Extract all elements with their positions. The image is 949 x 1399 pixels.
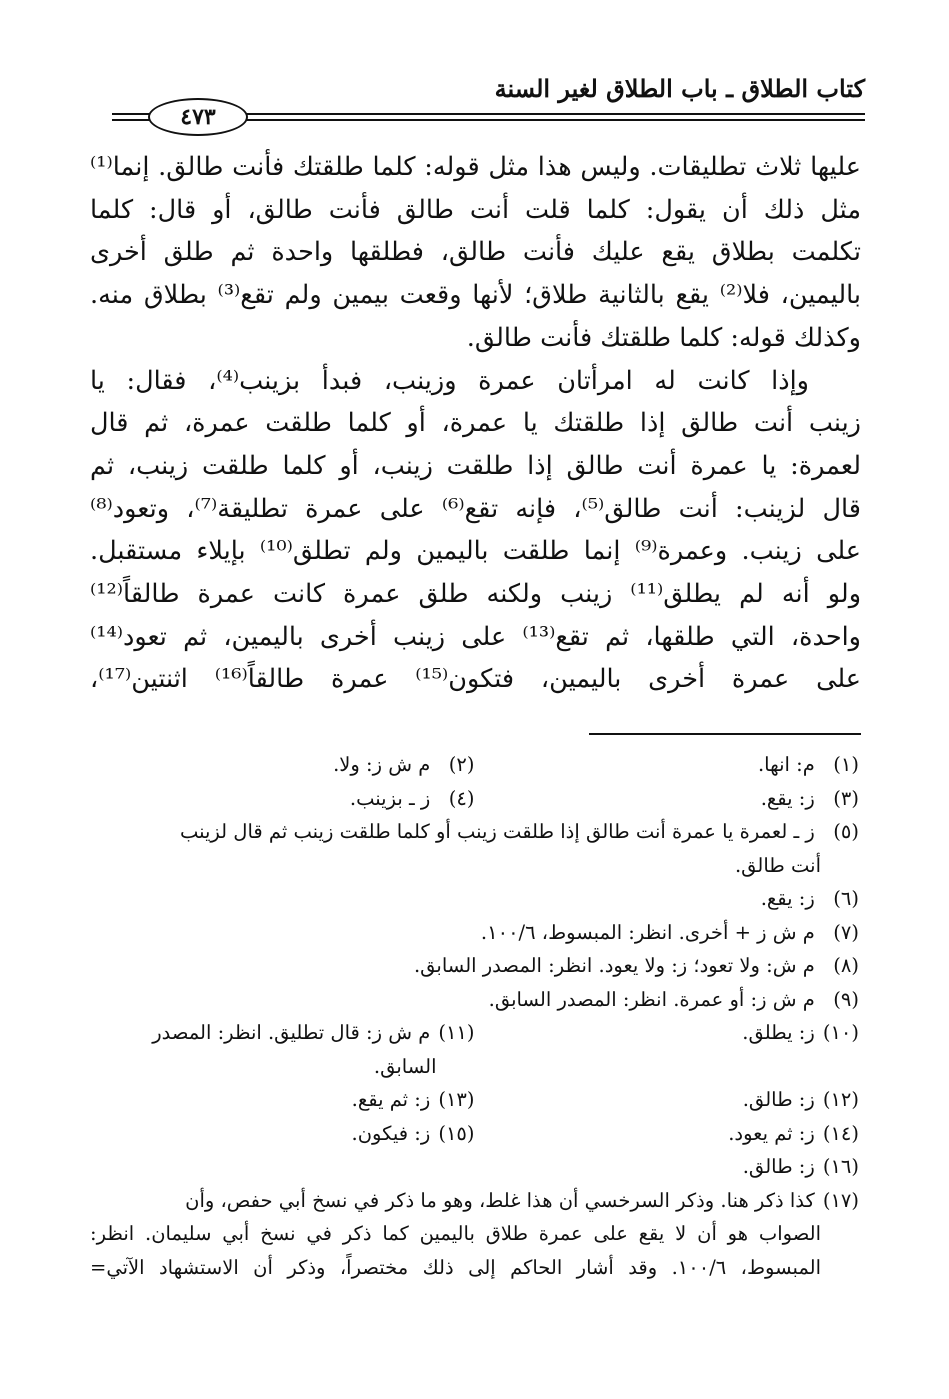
footnote-text: ز: يطلق. [742, 1021, 815, 1044]
footnote-text: ز: يقع. [760, 887, 815, 910]
footnote-separator [589, 733, 861, 735]
footnote-12 [475, 1083, 860, 1117]
footnote-text: م ش ز: أو عمرة. انظر: المصدر السابق. [488, 987, 815, 1011]
text-line: على عمرة أخرى باليمين، فتكون⁽¹⁵⁾ عمرة طالقاً⁽¹⁶⁾ اثنتين⁽¹⁷⁾، [90, 664, 861, 695]
footnote-number: (١٥) [438, 1121, 475, 1145]
footnote-number: (٣) [833, 786, 859, 810]
footnote-4 [90, 782, 475, 816]
footnote-number: (١٠) [822, 1021, 859, 1044]
footnote-number: (٦) [833, 887, 859, 910]
page-number-badge [148, 98, 248, 136]
footnote-1 [475, 748, 860, 782]
footnote-number: (١٢) [822, 1088, 859, 1111]
footnote-text: م ش: ولا تعود؛ ز: ولا يعود. انظر: المصدر السابق. [413, 954, 815, 977]
text-line: واحدة، التي طلقها، ثم تقع⁽¹³⁾ على زينب أخرى باليمين، ثم تعود⁽¹⁴⁾ [90, 621, 862, 652]
footnote-number: (١٤) [822, 1121, 859, 1145]
footnote-text: ز: يقع. [760, 786, 815, 810]
footnote-13 [90, 1083, 475, 1117]
footnote-text: ز: ثم يعود. [728, 1121, 815, 1145]
footnote-8 [90, 949, 859, 983]
footnotes [90, 748, 859, 1284]
footnote-text-continued: الصواب هو أن لا يقع على عمرة طلاق باليمين كما ذكر في نسخ أبي سليمان. انظر: [90, 1222, 821, 1245]
footnote-number: (١) [833, 753, 859, 776]
footnote-number: (١٦) [822, 1155, 859, 1178]
footnote-text: ز ـ بزينب. [349, 786, 431, 810]
footnote-number: (٤) [448, 786, 475, 810]
text-line: عليها ثلاث تطليقات. وليس هذا مثل قوله: كلما طلقتك فأنت طالق. إنما⁽¹⁾ [90, 152, 861, 182]
footnote-text-continued: المبسوط، ١٠٠/٦. وقد أشار الحاكم إلى ذلك مختصراً، وذكر أن الاستشهاد الآتي= [90, 1255, 821, 1279]
footnote-text: ز: طالق. [742, 1155, 815, 1178]
footnote-text-continued: أنت طالق. [734, 853, 821, 877]
text-line: وكذلك قوله: كلما طلقتك فأنت طالق. [466, 322, 861, 353]
footnote-row [90, 748, 859, 782]
footnote-number: (٥) [833, 820, 859, 843]
footnote-text: ز: طالق. [742, 1088, 815, 1111]
footnote-text: م ش ز + أخرى. انظر: المبسوط، ١٠٠/٦. [480, 920, 815, 944]
footnote-6 [90, 882, 859, 916]
footnote-2 [90, 748, 475, 782]
footnote-number: (٧) [833, 920, 859, 944]
footnote-14 [475, 1117, 860, 1151]
footnote-15 [90, 1117, 475, 1151]
text-line: مثل ذلك أن يقول: كلما قلت أنت طالق فأنت طالق، أو قال: كلما [90, 194, 861, 225]
footnote-3 [475, 782, 860, 816]
footnote-text: ز: فيكون. [351, 1121, 431, 1145]
footnote-5 [90, 815, 859, 882]
text-line: قال لزينب: أنت طالق⁽⁵⁾، فإنه تقع⁽⁶⁾ على عمرة تطليقة⁽⁷⁾، وتعود⁽⁸⁾ [90, 493, 861, 524]
footnote-text-continued: السابق. [373, 1054, 437, 1078]
footnote-number: (١١) [438, 1021, 475, 1044]
footnote-text: ز ـ لعمرة يا عمرة أنت طالق إذا طلقت زينب أو كلما طلقت زينب ثم قال لزينب [179, 820, 815, 843]
footnote-number: (١٣) [438, 1088, 475, 1111]
footnote-text: م ش ز: ولا. [333, 753, 431, 776]
footnote-row [90, 1117, 859, 1151]
text-line: على زينب. وعمرة⁽⁹⁾ إنما طلقت باليمين ولم تطلق⁽¹⁰⁾ بإيلاء مستقبل. [90, 536, 861, 567]
text-line: باليمين، فلا⁽²⁾ يقع بالثانية طلاق؛ لأنها وقعت بيمين ولم تقع⁽³⁾ بطلاق منه. [90, 280, 861, 311]
text-line: زينب أنت طالق إذا طلقتك يا عمرة، أو كلما طلقت عمرة، ثم قال [90, 408, 861, 439]
footnote-text: م ش ز: قال تطليق. انظر: المصدر [152, 1021, 431, 1044]
footnote-row [90, 1083, 859, 1117]
footnote-7 [90, 916, 859, 950]
running-head: كتاب الطلاق ـ باب الطلاق لغير السنة [494, 74, 865, 103]
footnote-11 [90, 1016, 475, 1083]
footnote-16 [90, 1150, 859, 1184]
page-number: ٤٧٣ [180, 104, 216, 130]
footnote-9 [90, 983, 859, 1017]
footnote-number: (٢) [448, 753, 475, 776]
footnote-number: (٨) [833, 954, 859, 977]
main-text [90, 146, 861, 701]
footnote-row [90, 1016, 859, 1083]
footnote-number: (٩) [833, 987, 859, 1011]
footnote-text: كذا ذكر هنا. وذكر السرخسي أن هذا غلط، وهو ما ذكر في نسخ أبي حفص، وأن [185, 1188, 815, 1212]
footnote-17 [90, 1184, 859, 1285]
footnote-text: م: انها. [757, 753, 815, 776]
footnote-number: (١٧) [822, 1188, 859, 1212]
footnote-text: ز: ثم يقع. [351, 1088, 431, 1111]
text-line: تكلمت بطلاق يقع عليك فأنت طالق، فطلقها واحدة ثم طلق أخرى [90, 237, 861, 268]
text-line: ولو أنه لم يطلق⁽¹¹⁾ زينب ولكنه طلق عمرة كانت عمرة طالقاً⁽¹²⁾ [90, 579, 862, 610]
text-line: لعمرة: يا عمرة أنت طالق إذا طلقت زينب، أو كلما طلقت زينب، ثم [90, 450, 861, 481]
footnote-row [90, 782, 859, 816]
text-line: وإذا كانت له امرأتان عمرة وزينب، فبدأ بزينب⁽⁴⁾، فقال: يا [90, 365, 809, 396]
footnote-10 [475, 1016, 860, 1083]
